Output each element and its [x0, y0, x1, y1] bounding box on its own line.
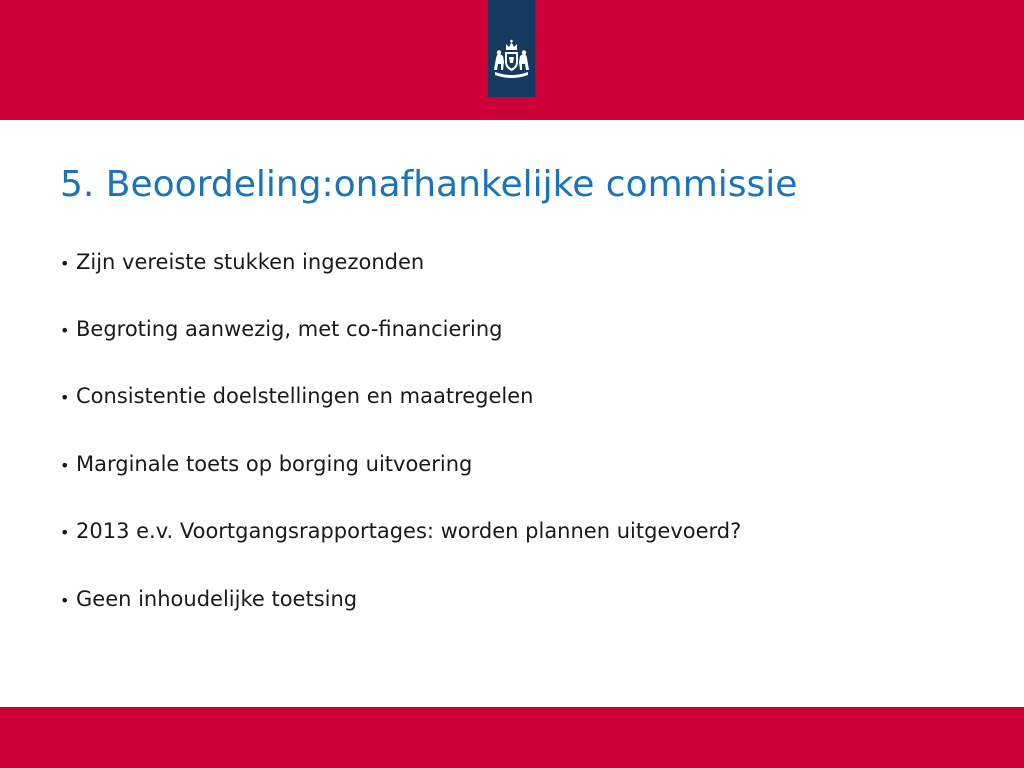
list-item [60, 509, 741, 555]
bullet-text: Begroting aanwezig, met co-financiering [76, 317, 503, 341]
bullet-dot: • [60, 321, 70, 340]
bullet-text: Zijn vereiste stukken ingezonden [76, 250, 425, 274]
list-item [60, 442, 472, 488]
list-item [60, 307, 503, 353]
list-item [60, 374, 533, 420]
bullet-dot: • [60, 523, 70, 542]
bullet-text: 2013 e.v. Voortgangsrapportages: worden plannen uitgevoerd? [76, 519, 742, 543]
list-item [60, 240, 424, 286]
footer-band [0, 707, 1024, 768]
list-item [60, 577, 357, 623]
bullet-text: Marginale toets op borging uitvoering [76, 452, 473, 476]
coat-of-arms-icon [488, 0, 535, 97]
slide-title: 5. Beoordeling:onafhankelijke commissie [60, 164, 798, 205]
government-logo [488, 0, 535, 97]
bullet-dot: • [60, 591, 70, 610]
bullet-dot: • [60, 254, 70, 273]
bullet-text: Geen inhoudelijke toetsing [76, 587, 358, 611]
bullet-dot: • [60, 388, 70, 407]
bullet-dot: • [60, 456, 70, 475]
bullet-text: Consistentie doelstellingen en maatregelen [76, 384, 534, 408]
